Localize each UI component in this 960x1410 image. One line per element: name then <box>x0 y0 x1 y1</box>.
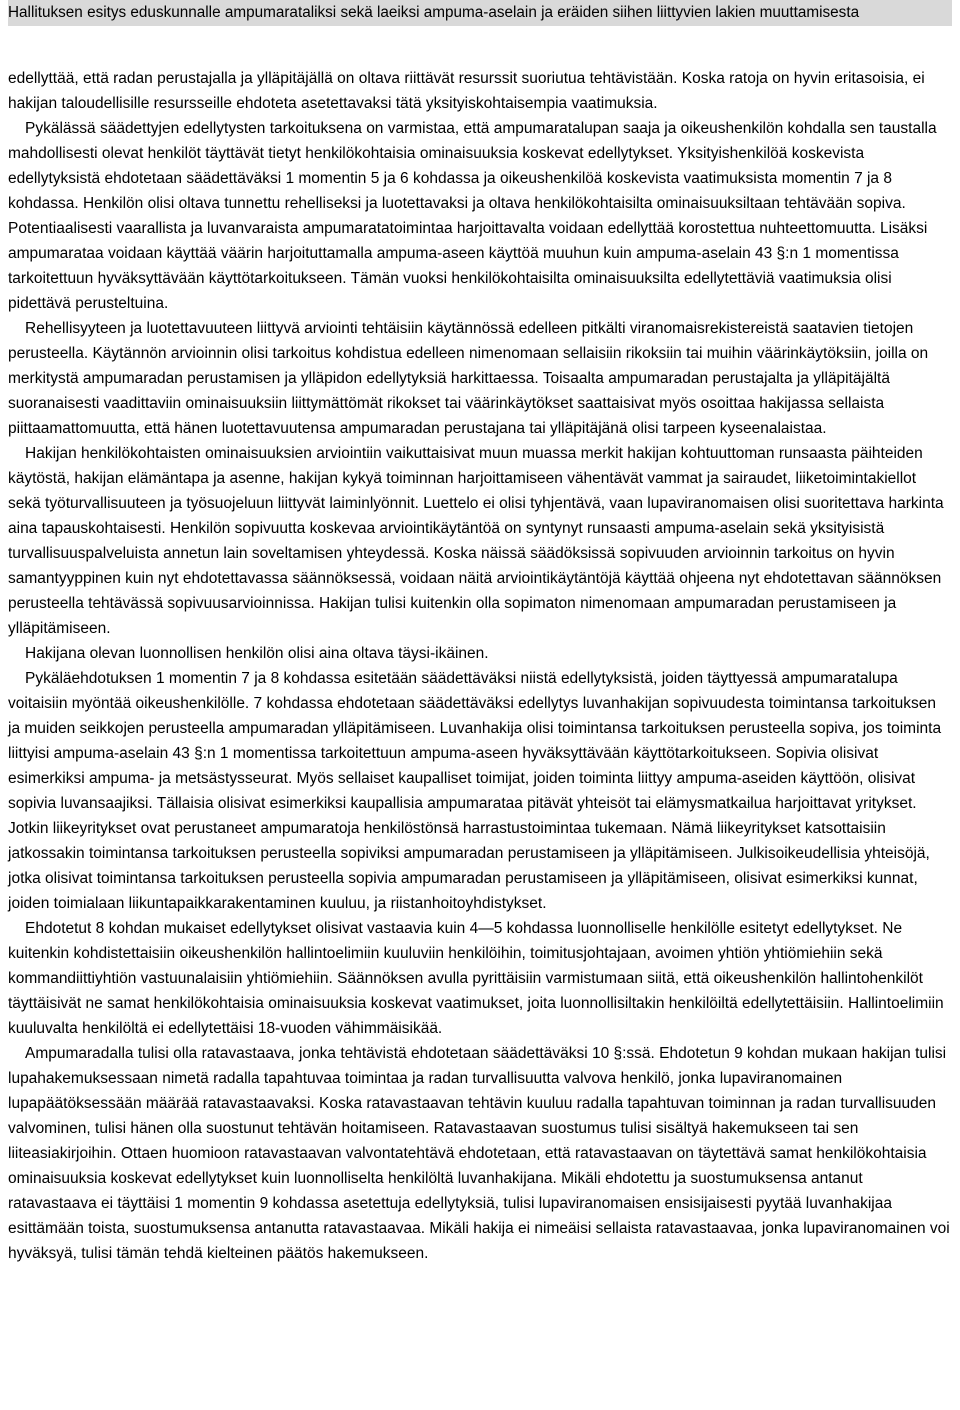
paragraph: Ehdotetut 8 kohdan mukaiset edellytykset olisivat vastaavia kuin 4—5 kohdassa luonnolliselle henkilölle esitetyt edellytykset. Ne kuitenkin kohdistettaisiin oikeushenkilön hallintoelimiin kuuluviin henkilöihin, toimitusjohtajaan, avoimen yhtiön yhtiömiehiin sekä kommandiittiyhtiön vastuunalaisiin yhtiömiehiin. Säännöksen avulla pyrittäisiin varmistumaan siitä, että oikeushenkilön hallintohenkilöt täyttäisivät ne samat henkilökohtaisia ominaisuuksia koskevat vaatimukset, joita luonnollisiltakin henkilöiltä edellytettäisiin. Hallintoelimiin kuuluvalta henkilöltä ei edellytettäisi 18-vuoden vähimmäisikää. <box>8 920 944 1037</box>
document-body <box>8 66 952 1266</box>
paragraph: Pykälässä säädettyjen edellytysten tarkoituksena on varmistaa, että ampumaratalupan saaja ja oikeushenkilön kohdalla sen taustalla mahdollisesti olevat henkilöt täyttävät tietyt henkilökohtaisia ominaisuuksia koskevat edellytykset. Yksityishenkilöä koskevista edellytyksistä ehdotetaan säädettäväksi 1 momentin 5 ja 6 kohdassa ja oikeushenkilöä koskevista vaatimuksista momentin 7 ja 8 kohdassa. Henkilön olisi oltava tunnettu rehelliseksi ja luotettavaksi ja oltava henkilökohtaisilta ominaisuuksiltaan tehtävään sopiva. Potentiaalisesti vaarallista ja luvanvaraista ampumaratatoimintaa harjoittavalta voidaan edellyttää korostettua nuhteettomuutta. Lisäksi ampumarataa voidaan käyttää väärin harjoituttamalla ampuma-aseen käyttöä muuhun kuin ampuma-aselain 43 §:n 1 momentissa tarkoitettuun hyväksyttävään käyttötarkoitukseen. Tämän vuoksi henkilökohtaisilta ominaisuuksilta edellytettäviä vaatimuksia olisi pidettävä perusteltuina. <box>8 120 937 312</box>
paragraph: Hakijan henkilökohtaisten ominaisuuksien arviointiin vaikuttaisivat muun muassa merkit hakijan kohtuuttoman runsaasta päihteiden käytöstä, hakijan elämäntapa ja asenne, hakijan kykyä toiminnan harjoittamiseen vähentävät vammat ja sairaudet, liiketoimintakiellot sekä työturvallisuuteen ja työsuojeluun liittyvät laiminlyönnit. Luettelo ei olisi tyhjentävä, vaan lupaviranomaisen olisi suoritettava harkinta aina tapauskohtaisesti. Henkilön sopivuutta koskevaa arviointikäytäntöä on syntynyt runsaasti ampuma-aselain sekä yksityisistä turvallisuuspalveluista annetun lain soveltamisen yhteydessä. Koska näissä säädöksissä sopivuuden arvioinnin tarkoitus on hyvin samantyyppinen kuin nyt ehdotettavassa säännöksessä, voidaan näitä arviointikäytäntöjä käyttää ohjeena nyt ehdotettavan säännöksen perusteella tehtävässä sopivuusarvioinnissa. Hakijan tulisi kuitenkin olla sopimaton nimenomaan ampumaradan perustamiseen ja ylläpitämiseen. <box>8 445 944 637</box>
header-title: Hallituksen esitys eduskunnalle ampumarataliksi sekä laeiksi ampuma-aselain ja eräiden siihen liittyvien lakien muuttamisesta <box>8 4 860 21</box>
paragraph: edellyttää, että radan perustajalla ja ylläpitäjällä on oltava riittävät resurssit suoriutua tehtävistään. Koska ratoja on hyvin eritasoisia, ei hakijan taloudellisille resursseille ehdoteta asetettavaksi tätä yksityiskohtaisempia vaatimuksia. <box>8 70 925 112</box>
running-header <box>8 0 952 26</box>
paragraph: Rehellisyyteen ja luotettavuuteen liittyvä arviointi tehtäisiin käytännössä edelleen pitkälti viranomaisrekistereistä saatavien tietojen perusteella. Käytännön arvioinnin olisi tarkoitus kohdistua edelleen nimenomaan sellaisiin rikoksiin tai muihin väärinkäytöksiin, joilla on merkitystä ampumaradan perustamisen ja ylläpidon edellytyksiä harkittaessa. Toisaalta ampumaradan perustajalta ja ylläpitäjältä suoranaisesti vaadittaviin ominaisuuksiin liittymättömät rikokset tai väärinkäytökset saattaisivat myös osoittaa hakijassa sellaista piittaamattomuutta, että hänen luotettavuutensa ampumaradan perustajana tai ylläpitäjänä olisi tarpeen kyseenalaistaa. <box>8 320 929 437</box>
paragraph: Hakijana olevan luonnollisen henkilön olisi aina oltava täysi-ikäinen. <box>25 645 489 662</box>
paragraph: Ampumaradalla tulisi olla ratavastaava, jonka tehtävistä ehdotetaan säädettäväksi 10 §:ssä. Ehdotetun 9 kohdan mukaan hakijan tulisi lupahakemuksessaan nimetä radalla tapahtuvaa toimintaa ja radan turvallisuutta valvova henkilö, jonka lupaviranomainen lupapäätöksessään määrää ratavastaavaksi. Koska ratavastaavan tehtävin kuuluu radalla tapahtuvan toiminnan ja radan turvallisuuden valvominen, tulisi hänen olla suostunut tehtävän hoitamiseen. Ratavastaavan suostumus tulisi sisältyä hakemukseen tai sen liiteasiakirjoihin. Ottaen huomioon ratavastaavan valvontatehtävä ehdotetaan, että ratavastaavan on täytettävä samat henkilökohtaisia ominaisuuksia koskevat edellytykset kuin luonnolliselta henkilöltä luvanhakijana. Mikäli ehdotettu ja suostumuksensa antanut ratavastaava ei täyttäisi 1 momentin 9 kohdassa asetettuja edellytyksiä, tulisi lupaviranomaisen ensisijaisesti pyytää luvanhakijaa esittämään toista, suostumuksensa antanutta ratavastaavaa. Mikäli hakija ei nimeäisi sellaista ratavastaavaa, jonka lupaviranomainen voi hyväksyä, tulisi tämän tehdä kielteinen päätös hakemukseen. <box>8 1045 950 1262</box>
paragraph: Pykäläehdotuksen 1 momentin 7 ja 8 kohdassa esitetään säädettäväksi niistä edellytyksistä, joiden täyttyessä ampumaratalupa voitaisiin myöntää oikeushenkilölle. 7 kohdassa ehdotetaan säädettäväksi edellytys luvanhakijan sopivuudesta toimintansa tarkoituksen ja muiden seikkojen perusteella ampumaradan ylläpitämiseen. Luvanhakija olisi toimintansa tarkoituksen perusteella sopiva, jos toiminta liittyisi ampuma-aselain 43 §:n 1 momentissa tarkoitettuun ampuma-aseen hyväksyttävään käyttötarkoitukseen. Sopivia olisivat esimerkiksi ampuma- ja metsästysseurat. Myös sellaiset kaupalliset toimijat, joiden toiminta liittyy ampuma-aseiden käyttöön, olisivat sopivia luvansaajiksi. Tällaisia olisivat esimerkiksi kaupallisia ampumarataa pitävät yhteisöt tai elämysmatkailua harjoittavat yritykset. Jotkin liikeyritykset ovat perustaneet ampumaratoja henkilöstönsä harrastustoimintaa tukemaan. Nämä liikeyritykset katsottaisiin jatkossakin toimintansa tarkoituksen perusteella sopiviksi ampumaradan perustamiseen ja ylläpitämiseen. Julkisoikeudellisia yhteisöjä, jotka olisivat toimintansa tarkoituksen perusteella sopivia ampumaradan perustamiseen ja ylläpitämiseen, olisivat esimerkiksi kunnat, joiden toimialaan liikuntapaikkarakentaminen kuuluu, ja riistanhoitoyhdistykset. <box>8 670 942 912</box>
